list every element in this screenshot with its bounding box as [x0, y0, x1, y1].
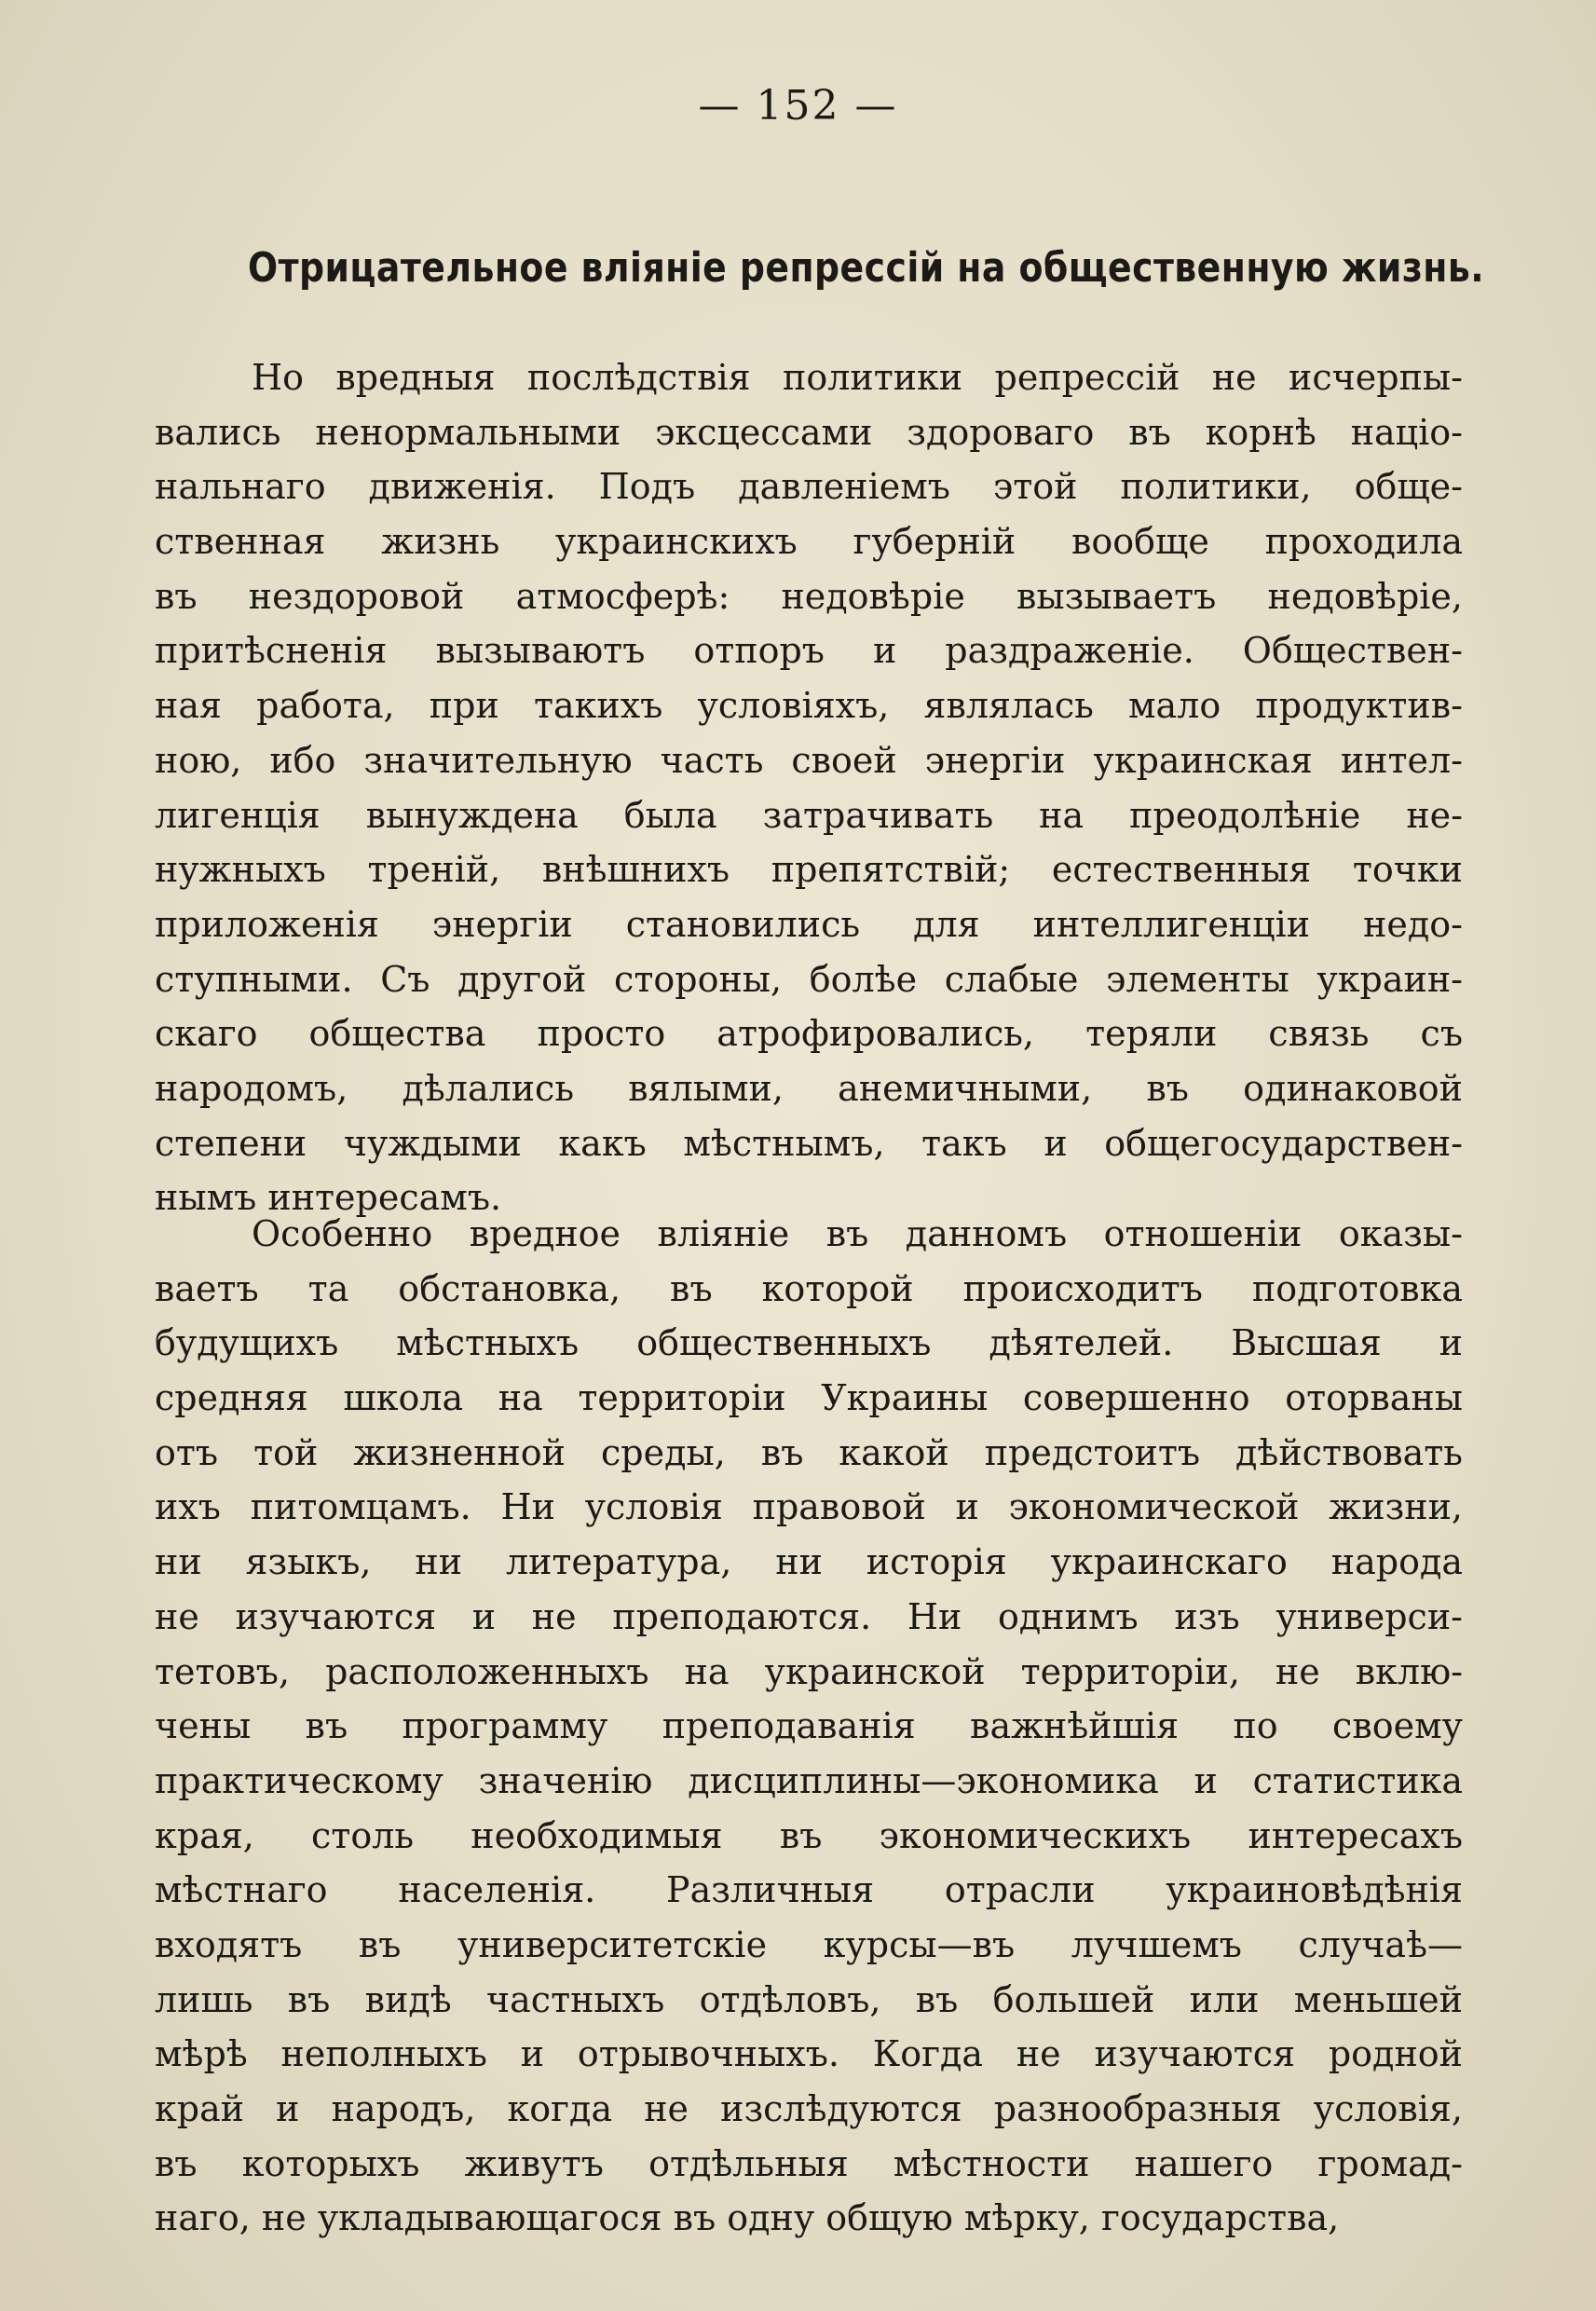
text-line: нальнаго движенія. Подъ давленіемъ этой политики, обще-	[155, 466, 1463, 508]
text-line: въ нездоровой атмосферѣ: недовѣріе вызываетъ недовѣріе,	[155, 575, 1463, 617]
text-line: нужныхъ треній, внѣшнихъ препятствій; естественныя точки	[155, 849, 1463, 891]
text-line: тетовъ, расположенныхъ на украинской территоріи, не вклю-	[155, 1650, 1463, 1692]
text-line: ихъ питомцамъ. Ни условія правовой и экономической жизни,	[155, 1486, 1463, 1528]
text-line: приложенія энергіи становились для интеллигенціи недо-	[155, 903, 1463, 945]
text-line: степени чуждыми какъ мѣстнымъ, такъ и общегосударствен-	[155, 1122, 1463, 1164]
text-line: ни языкъ, ни литература, ни исторія украинскаго народа	[155, 1541, 1463, 1583]
text-line: мѣстнаго населенія. Различныя отрасли украиновѣдѣнія	[155, 1869, 1463, 1911]
text-line: отъ той жизненной среды, въ какой предстоитъ дѣйствовать	[155, 1431, 1463, 1473]
text-line: чены въ программу преподаванія важнѣйшія по своему	[155, 1705, 1463, 1747]
text-line: ваетъ та обстановка, въ которой происходитъ подготовка	[155, 1267, 1463, 1309]
text-line: народомъ, дѣлались вялыми, анемичными, въ одинаковой	[155, 1067, 1463, 1109]
text-line: края, столь необходимыя въ экономическихъ интересахъ	[155, 1814, 1463, 1856]
text-line: лишь въ видѣ частныхъ отдѣловъ, въ большей или меньшей	[155, 1978, 1463, 2020]
page-number: — 152 —	[698, 82, 898, 130]
text-line: средняя школа на территоріи Украины совершенно оторваны	[155, 1377, 1463, 1419]
text-line: наго, не укладывающагося въ одну общую мѣрку, государства,	[155, 2197, 1340, 2239]
text-line: нымъ интересамъ.	[155, 1177, 502, 1219]
text-line: входятъ въ университетскіе курсы—въ лучшемъ случаѣ—	[155, 1923, 1463, 1965]
text-line: практическому значенію дисциплины—экономика и статистика	[155, 1759, 1463, 1801]
text-line: не изучаются и не преподаются. Ни однимъ изъ универси-	[155, 1595, 1463, 1637]
text-line: вались ненормальными эксцессами здороваго въ корнѣ націо-	[155, 411, 1463, 453]
paragraph-1	[155, 350, 1463, 1225]
paragraph-2	[155, 1207, 1463, 2246]
text-line: ная работа, при такихъ условіяхъ, являлась мало продуктив-	[155, 685, 1463, 727]
text-line: край и народъ, когда не изслѣдуются разнообразныя условія,	[155, 2088, 1463, 2129]
text-line: скаго общества просто атрофировались, теряли связь съ	[155, 1013, 1463, 1055]
text-line: Но вредныя послѣдствія политики репрессій не исчерпы-	[252, 357, 1463, 398]
text-line: ною, ибо значительную часть своей энергіи украинская интел-	[155, 739, 1463, 781]
text-line: лигенція вынуждена была затрачивать на преодолѣніе не-	[155, 794, 1463, 836]
section-heading: Отрицательное вліяніе репрессій на общественную жизнь.	[248, 244, 1485, 292]
text-line: въ которыхъ живутъ отдѣльныя мѣстности нашего громад-	[155, 2142, 1463, 2184]
text-line: притѣсненія вызываютъ отпоръ и раздраженіе. Обществен-	[155, 630, 1463, 672]
text-line: мѣрѣ неполныхъ и отрывочныхъ. Когда не изучаются родной	[155, 2033, 1463, 2075]
text-line: будущихъ мѣстныхъ общественныхъ дѣятелей. Высшая и	[155, 1322, 1463, 1364]
text-line: ственная жизнь украинскихъ губерній вообще проходила	[155, 521, 1463, 563]
text-line: Особенно вредное вліяніе въ данномъ отношеніи оказы-	[252, 1213, 1463, 1254]
text-line: ступными. Съ другой стороны, болѣе слабые элементы украин-	[155, 958, 1463, 1000]
